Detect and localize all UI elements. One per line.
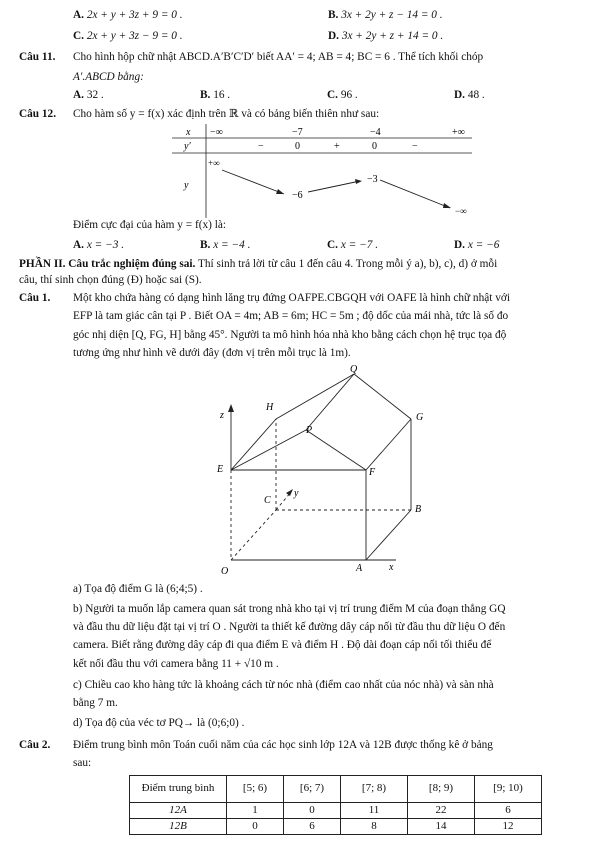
table-cell: 11 (341, 803, 408, 819)
p2q1-statement-b-3: camera. Biết rằng đường dây cáp đi qua điểm E và điểm H . Độ dài đoạn cáp nối tối thiểu để (73, 639, 492, 651)
p2q1-label: Câu 1. (19, 292, 51, 304)
option-text: 2x + y + 3z + 9 = 0 . (86, 9, 183, 21)
edge-HQ (276, 374, 354, 419)
option-text: x = −3 . (86, 239, 125, 251)
y-value: −∞ (455, 206, 467, 216)
q11-options (73, 88, 583, 104)
q11-label: Câu 11. (19, 51, 56, 63)
x-value: −∞ (210, 127, 223, 138)
edge-PF (306, 430, 366, 470)
table-row (130, 819, 542, 835)
arrow-head (443, 203, 451, 208)
option-text: 16 . (213, 89, 231, 101)
q12-option-c (327, 238, 454, 254)
label-O: O (221, 566, 229, 577)
table-cell: 6 (284, 819, 341, 835)
p2q1-statement-c-2: bằng 7 m. (73, 697, 118, 709)
header-cell: [7; 8) (341, 776, 408, 803)
edge-FG (366, 419, 411, 470)
q11-option-a (73, 88, 200, 104)
part2-instructions: Thí sinh trả lời từ câu 1 đến câu 4. Trong mỗi ý a), b), c), d) ở mỗi (195, 258, 498, 270)
header-cell: [8; 9) (408, 776, 475, 803)
sign: 0 (372, 141, 377, 152)
q12-text: Cho hàm số y = f(x) xác định trên ℝ và có bảng biến thiên như sau: (73, 108, 380, 120)
edge-EP (231, 430, 306, 470)
option-letter: B. (200, 89, 211, 101)
class-cell: 12B (130, 819, 227, 835)
q10-options-2 (73, 29, 583, 45)
label-y: y (294, 488, 299, 499)
p2q1-statement-b: b) Người ta muốn lắp camera quan sát trong nhà kho tại vị trí trung điểm M của đoạn thẳng GQ (73, 603, 506, 615)
q11-option-d (454, 88, 581, 104)
y-value: +∞ (208, 158, 220, 168)
table-cell: 1 (227, 803, 284, 819)
label-H: H (266, 402, 274, 413)
table-cell: 6 (475, 803, 542, 819)
row-label-yprime: y′ (184, 141, 191, 152)
option-letter: A. (73, 239, 84, 251)
part2-title: PHẦN II. Câu trắc nghiệm đúng sai. (19, 258, 196, 270)
q12-option-a (73, 238, 200, 254)
option-letter: D. (454, 89, 465, 101)
score-table (129, 775, 542, 835)
label-E: E (217, 464, 224, 475)
p2q1-statement-a: a) Tọa độ điểm G là (6;4;5) . (73, 583, 203, 595)
part2-heading (19, 257, 497, 273)
q10-option-d (328, 29, 583, 45)
q10-option-c (73, 29, 328, 45)
option-letter: A. (73, 9, 84, 21)
sign: − (258, 141, 264, 152)
p2q1-line: góc nhị diện [Q, FG, H] bằng 45°. Người ta mô hình hóa nhà kho bằng cách chọn hệ trục tọa độ (73, 329, 507, 341)
x-value: −4 (370, 127, 381, 138)
label-A: A (356, 563, 363, 574)
p2q2-line: Điểm trung bình môn Toán cuối năm của các học sinh lớp 12A và 12B được thống kê ở bảng (73, 739, 493, 751)
x-value: +∞ (452, 127, 465, 138)
sign: + (334, 141, 340, 152)
row-label-y: y (184, 180, 189, 191)
q10-option-a (73, 8, 328, 24)
option-letter: C. (73, 30, 84, 42)
sign: 0 (295, 141, 300, 152)
header-cell: [6; 7) (284, 776, 341, 803)
table-cell: 12 (475, 819, 542, 835)
sign: − (412, 141, 418, 152)
p2q1-line: EFP là tam giác cân tại P . Biết OA = 4m; AB = 6m; HC = 5m ; độ dốc của mái nhà, tức là số đo (73, 310, 509, 322)
option-text: x = −4 . (213, 239, 251, 251)
y-value: −3 (367, 174, 378, 185)
table-cell: 22 (408, 803, 475, 819)
arrow-head (355, 179, 362, 184)
part2-instructions-2: câu, thí sinh chọn đúng (Đ) hoặc sai (S). (19, 274, 202, 286)
header-cell: [9; 10) (475, 776, 542, 803)
p2q1-line: Một kho chứa hàng có dạng hình lăng trụ đứng OAFPE.CBGQH với OAFE là hình chữ nhật với (73, 292, 510, 304)
option-text: x = −6 (467, 239, 500, 251)
table-cell: 0 (227, 819, 284, 835)
warehouse-figure (196, 362, 446, 578)
q12-option-d (454, 238, 581, 254)
z-arrow-icon (228, 404, 234, 412)
row-label-x: x (186, 127, 191, 138)
decrease-arrow (222, 170, 284, 194)
q11-text: Cho hình hộp chữ nhật ABCD.A′B′C′D′ biết AA′ = 4; AB = 4; BC = 6 . Thể tích khối chóp (73, 51, 484, 63)
header-cell: Điểm trung bình (130, 776, 227, 803)
q12-label: Câu 12. (19, 108, 57, 120)
option-letter: B. (200, 239, 211, 251)
label-P: P (306, 425, 313, 436)
table-cell: 0 (284, 803, 341, 819)
label-x: x (389, 562, 394, 573)
x-value: −7 (292, 127, 303, 138)
edge-EH (231, 419, 276, 470)
q10-option-b (328, 8, 583, 24)
q12-question: Điểm cực đại của hàm y = f(x) là: (73, 219, 227, 231)
q11-option-c (327, 88, 454, 104)
option-text: 3x + 2y + z − 14 = 0 . (341, 9, 443, 21)
p2q1-statement-b-4: kết nối đầu thu với camera bằng 11 + √10 m . (73, 658, 279, 670)
p2q2-label: Câu 2. (19, 739, 51, 751)
table-header-row (130, 776, 542, 803)
option-letter: B. (328, 9, 339, 21)
table-cell: 14 (408, 819, 475, 835)
label-B: B (415, 504, 422, 515)
label-G: G (416, 412, 424, 423)
option-letter: C. (327, 239, 338, 251)
option-letter: D. (328, 30, 339, 42)
option-text: x = −7 . (340, 239, 379, 251)
table-row (130, 803, 542, 819)
q11-option-b (200, 88, 327, 104)
p2q2-line: sau: (73, 757, 92, 769)
edge-PQ (306, 374, 354, 430)
option-text: 32 . (86, 89, 104, 101)
y-value: −6 (292, 190, 303, 201)
table-cell: 8 (341, 819, 408, 835)
q11-text-2: A′.ABCD bằng: (73, 71, 144, 83)
p2q1-statement-d: d) Tọa độ của véc tơ PQ→ là (0;6;0) . (73, 717, 245, 729)
option-text: 3x + 2y + z + 14 = 0 . (341, 30, 444, 42)
header-cell: [5; 6) (227, 776, 284, 803)
option-text: 96 . (340, 89, 358, 101)
q10-options (73, 8, 583, 24)
option-letter: D. (454, 239, 465, 251)
y-arrow-icon (286, 489, 293, 496)
q12-option-b (200, 238, 327, 254)
label-z: z (220, 410, 224, 421)
label-F: F (369, 467, 376, 478)
p2q1-statement-b-2: và đầu thu dữ liệu đặt tại vị trí O . Người ta thiết kế đường dây cáp nối từ đầu thu dữ liệu O đến (73, 621, 506, 633)
option-text: 48 . (467, 89, 485, 101)
option-text: 2x + y + 3z − 9 = 0 . (86, 30, 183, 42)
variation-table (172, 124, 472, 218)
decrease-arrow (380, 180, 450, 208)
label-Q: Q (350, 364, 358, 375)
edge-QG (354, 374, 411, 419)
label-C: C (264, 495, 271, 506)
p2q1-line: tương ứng như hình vẽ dưới đây (đơn vị trên mỗi trục là 1m). (73, 347, 351, 359)
q12-options (73, 238, 583, 254)
edge-OC (231, 510, 276, 560)
option-letter: A. (73, 89, 84, 101)
class-cell: 12A (130, 803, 227, 819)
option-letter: C. (327, 89, 338, 101)
p2q1-statement-c: c) Chiều cao kho hàng tức là khoảng cách từ nóc nhà (điểm cao nhất của nóc nhà) và sàn nhà (73, 679, 494, 691)
increase-arrow (308, 181, 360, 192)
arrow-head (276, 189, 284, 194)
edge-AB (366, 510, 411, 560)
